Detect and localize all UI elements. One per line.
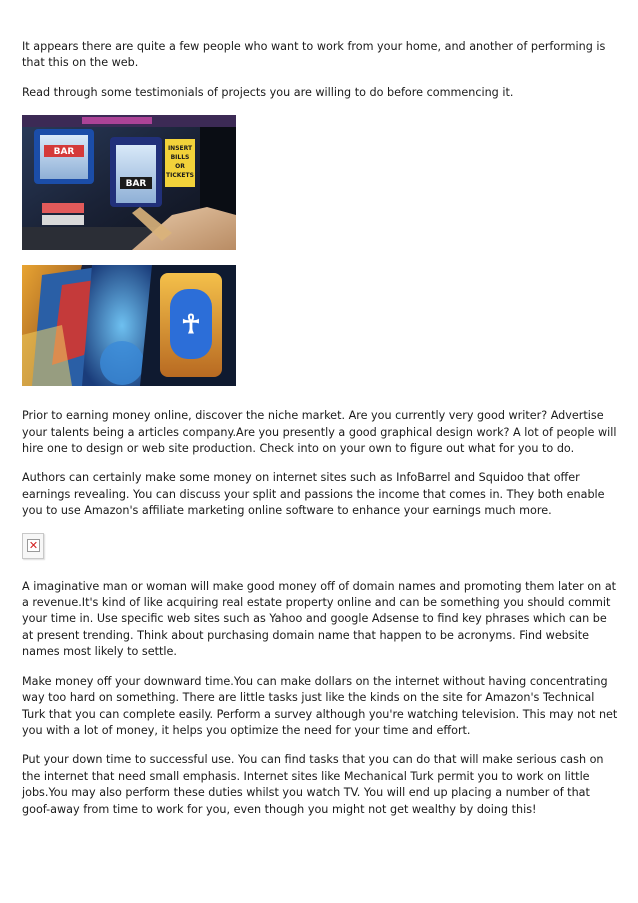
insert-label: INSERT: [167, 145, 193, 153]
broken-image-icon: ✕: [22, 533, 44, 559]
or-label: OR: [175, 163, 185, 171]
bar-label-2: BAR: [125, 179, 147, 190]
paragraph-2: Read through some testimonials of projects you are willing to do before commencing it.: [22, 85, 514, 99]
paragraph-1: It appears there are quite a few people who want to work from your home, and another of performing is that this on the web.: [22, 40, 606, 70]
paragraph-6: Make money off your downward time.You can make dollars on the internet without having concentrating way too hard on something. There are little tasks just like the kinds on the site for Amazon's Technical Turk that you can complete easily. Perform a survey although you're watching television. This may not net you with a lot of money, it helps you optimize the need for your time and effort.: [22, 674, 618, 737]
bar-label-1: BAR: [53, 147, 75, 158]
colorful-slot-reels-photo: [22, 265, 236, 386]
paragraph-4: Authors can certainly make some money on internet sites such as InfoBarrel and Squidoo that offer earnings revealing. You can discuss your split and passions the income that comes in. They both enable you to use Amazon's affiliate marketing online software to enhance your earnings much more.: [22, 471, 605, 518]
svg-text:☥: ☥: [181, 310, 201, 341]
slot-machine-photo: [22, 115, 236, 250]
paragraph-7: Put your down time to successful use. You can find tasks that you can do that will make serious cash on the internet that need small emphasis. Internet sites like Mechanical Turk permit you to work on little jobs.You may also perform these duties whilst you watch TV. You will end up placing a number of that goof-away from time to work for you, even though you might not get wealthy by doing this!: [22, 753, 604, 816]
paragraph-3: Prior to earning money online, discover the niche market. Are you currently very good writer? Advertise your talents being a articles company.Are you presently a good graphical design work? A lot of people will hire one to design or web site production. Check into on your own to figure out what for you to do.: [22, 409, 617, 456]
bills-label: BILLS: [170, 154, 190, 162]
paragraph-5: A imaginative man or woman will make good money off of domain names and promoting them later on at a revenue.It's kind of like acquiring real estate property online and can be something you should commit your time in. Use specific web sites such as Yahoo and google Adsense to find key phrases which can be at present trending. Think about purchasing domain name that happen to be acronyms. Find website names most likely to settle.: [22, 579, 617, 659]
tickets-label: TICKETS: [166, 172, 194, 180]
document-page: [22, 39, 618, 831]
